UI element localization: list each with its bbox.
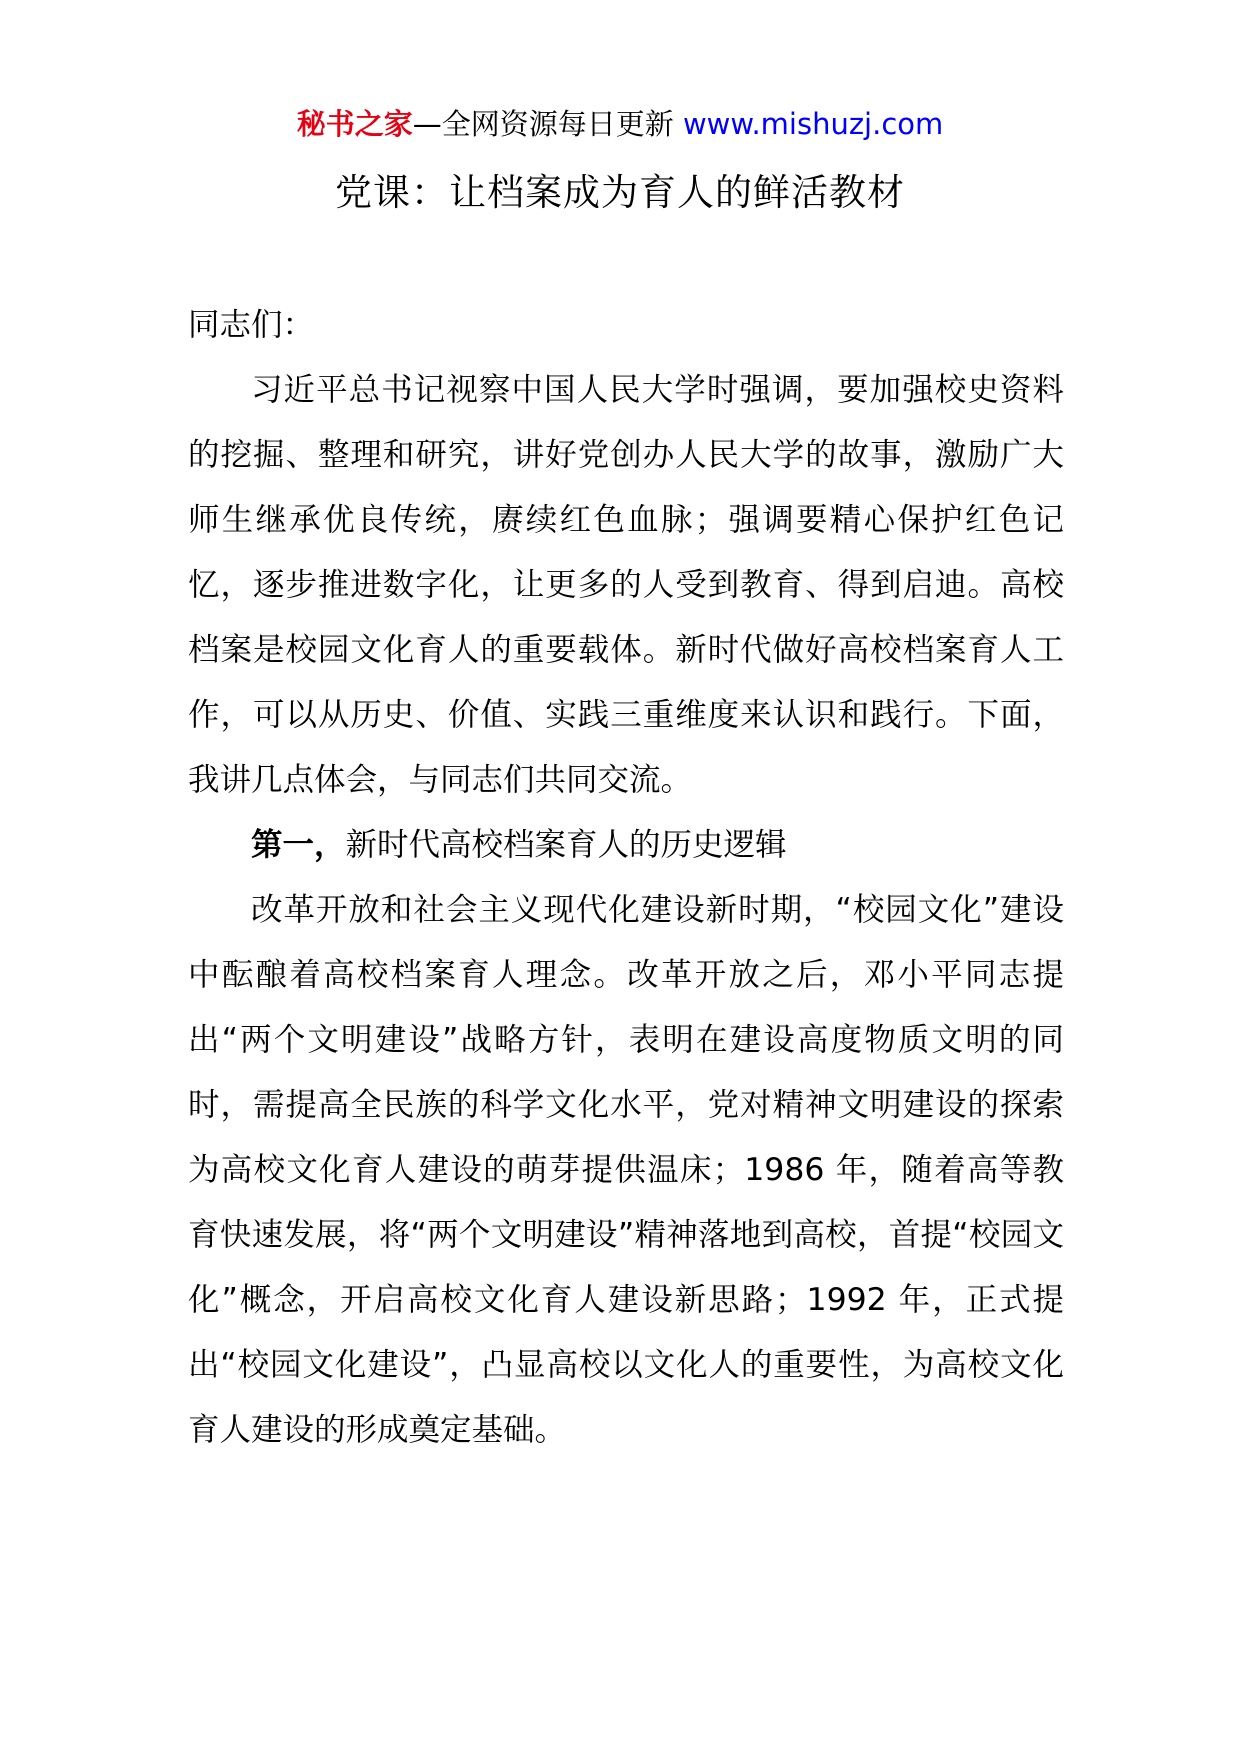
section-title: 新时代高校档案育人的历史逻辑: [345, 827, 787, 863]
site-header: [0, 104, 1240, 144]
site-brand: 秘书之家: [296, 107, 413, 141]
section-heading: [188, 813, 1064, 878]
document-title: 党课：让档案成为育人的鲜活教材: [335, 171, 905, 214]
site-url-link[interactable]: www.mishuzj.com: [682, 107, 944, 141]
document-body: [188, 293, 1064, 1463]
section-number: 第一，: [251, 827, 346, 863]
intro-paragraph: 习近平总书记视察中国人民大学时强调，要加强校史资料的挖掘、整理和研究，讲好党创办人民大学的故事，激励广大师生继承优良传统，赓续红色血脉；强调要精心保护红色记忆，逐步推进数字化，让更多的人受到教育、得到启迪。高校档案是校园文化育人的重要载体。新时代做好高校档案育人工作，可以从历史、价值、实践三重维度来认识和践行。下面，我讲几点体会，与同志们共同交流。: [188, 372, 1064, 798]
section-paragraph: 改革开放和社会主义现代化建设新时期，“校园文化”建设中酝酿着高校档案育人理念。改革开放之后，邓小平同志提出“两个文明建设”战略方针，表明在建设高度物质文明的同时，需提高全民族的科学文化水平，党对精神文明建设的探索为高校文化育人建设的萌芽提供温床；1986 年，随着高等教育快速发展，将“两个文明建设”精神落地到高校，首提“校园文化”概念，开启高校文化育人建设新思路；1992 年，正式提出“校园文化建设”，凸显高校以文化人的重要性，为高校文化育人建设的形成奠定基础。: [188, 892, 1064, 1448]
salutation: 同志们：: [188, 307, 315, 343]
site-tagline: —全网资源每日更新: [412, 107, 674, 141]
